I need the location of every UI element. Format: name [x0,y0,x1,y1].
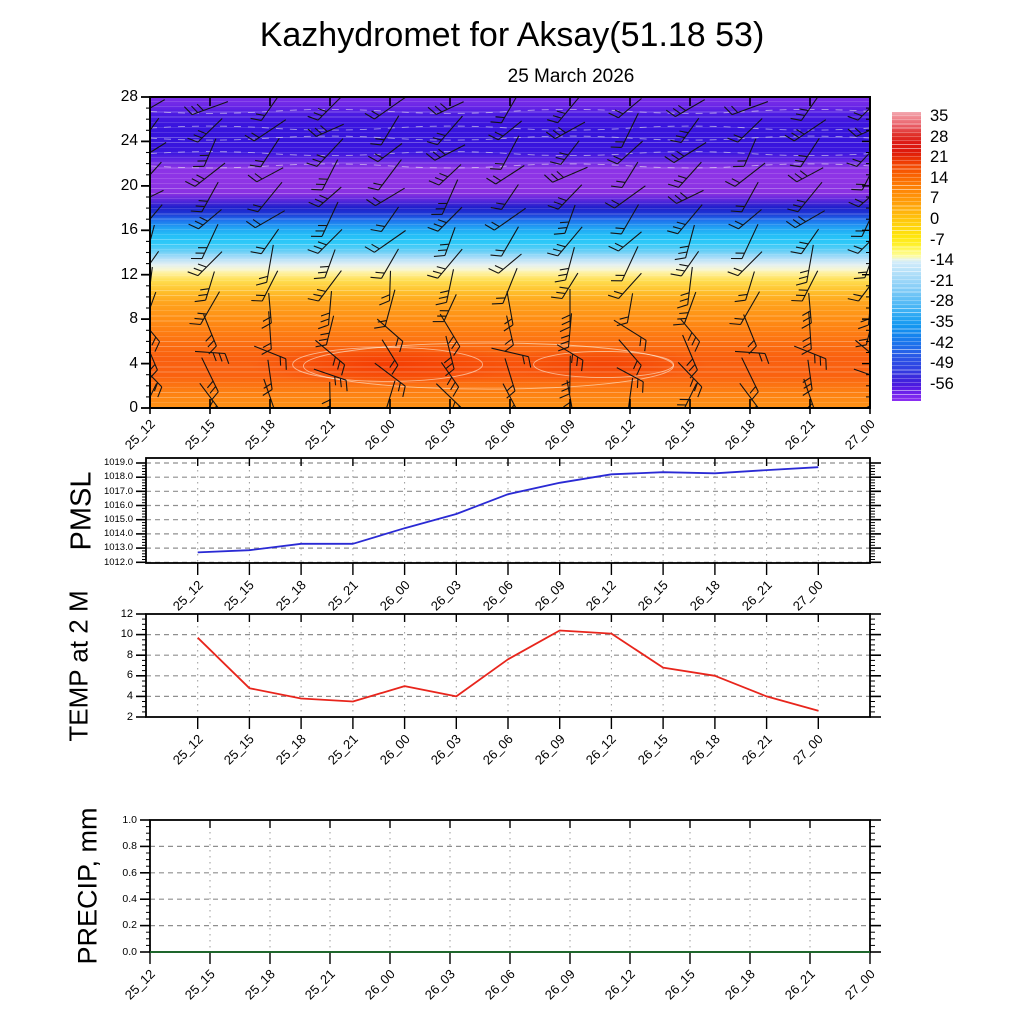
x-tick-label: 27_00 [841,416,878,453]
x-tick-label: 26_18 [686,577,723,614]
y-tick-label: 1019.0 [103,457,133,469]
colorbar-tick-label: -56 [930,374,954,393]
cross-section-height-label: 20 [120,176,138,194]
colorbar-tick-label: -42 [930,333,954,352]
y-tick-label: 1013.0 [103,542,133,554]
y-tick-label: 0.0 [122,945,137,958]
x-tick-label: 25_18 [272,731,310,768]
colorbar-tick-label: 28 [930,127,949,146]
y-tick-label: 2 [126,710,133,723]
y-tick-label: 1016.0 [103,499,133,511]
pmsl-axis-title: PMSL [65,471,98,551]
page-title: Kazhydromet for Aksay(51.18 53) [259,16,765,54]
date-subtitle: 25 March 2026 [507,66,635,87]
cross-section-height-label: 12 [120,265,138,283]
colorbar-tick-label: 7 [930,189,940,208]
x-tick-label: 26_12 [583,731,620,768]
x-tick-label: 26_06 [481,966,518,1003]
x-tick-label: 26_03 [421,966,458,1003]
colorbar-tick-label: 35 [930,107,949,125]
x-tick-label: 25_21 [324,577,361,614]
y-tick-label: 6 [126,669,133,682]
x-tick-label: 26_18 [721,966,758,1003]
x-tick-label: 26_09 [541,416,578,453]
x-tick-label: 26_00 [361,966,398,1003]
x-tick-label: 25_15 [181,416,218,453]
y-tick-label: 1012.0 [103,556,133,568]
y-tick-label: 1.0 [122,813,137,826]
x-tick-label: 26_03 [421,416,458,453]
y-tick-label: 0.6 [122,866,137,879]
colorbar-tick-label: -7 [930,230,945,249]
x-tick-label: 26_03 [428,731,465,768]
x-tick-label: 26_09 [531,731,568,768]
x-tick-label: 26_09 [531,577,568,614]
y-tick-label: 12 [120,607,133,620]
x-tick-label: 26_15 [634,577,672,614]
x-tick-label: 26_21 [738,731,775,768]
x-tick-label: 27_00 [841,966,878,1003]
cross-section-height-label: 0 [129,399,138,416]
x-tick-label: 25_12 [121,416,158,453]
colorbar-tick-label: -21 [930,271,954,290]
x-tick-label: 25_18 [241,966,278,1003]
cross-section-height-label: 16 [120,221,138,239]
x-tick-label: 26_09 [541,966,578,1003]
cross-section-height-label: 28 [120,88,138,105]
y-tick-label: 0.8 [122,840,137,853]
x-tick-label: 26_21 [738,577,775,614]
x-tick-label: 25_18 [241,416,278,453]
x-tick-label: 27_00 [790,731,827,768]
x-tick-label: 26_06 [481,416,518,453]
x-tick-label: 26_21 [781,416,818,453]
x-tick-label: 25_12 [169,577,206,614]
x-tick-label: 26_21 [781,966,818,1003]
x-tick-label: 26_00 [361,416,398,453]
colorbar-tick-label: -49 [930,354,954,373]
x-tick-label: 26_18 [686,731,723,768]
x-tick-label: 25_12 [121,966,158,1003]
x-tick-label: 26_18 [721,416,758,453]
x-tick-label: 25_18 [272,577,310,614]
x-tick-label: 25_12 [169,731,206,768]
y-tick-label: 10 [120,628,133,641]
y-tick-label: 4 [126,689,133,702]
x-tick-label: 26_15 [661,416,698,453]
x-tick-label: 25_15 [221,731,258,768]
colorbar-tick-label: -35 [930,313,954,331]
y-tick-label: 1014.0 [103,528,133,540]
x-tick-label: 26_03 [428,577,465,614]
x-tick-label: 25_15 [221,577,258,614]
y-tick-label: 1018.0 [103,471,133,483]
x-tick-label: 25_21 [301,416,338,453]
x-tick-label: 26_00 [376,731,413,768]
x-tick-label: 26_12 [601,966,638,1003]
colorbar-tick-label: 0 [930,210,940,228]
x-tick-label: 26_06 [479,731,516,768]
x-tick-label: 26_12 [601,416,638,453]
x-tick-label: 27_00 [790,577,827,614]
colorbar-tick-label: -14 [930,251,954,270]
colorbar-tick-label: -28 [930,292,954,311]
x-tick-label: 26_15 [661,966,698,1003]
x-tick-label: 25_21 [301,966,338,1003]
x-tick-label: 26_15 [634,731,672,768]
precip-axis-title: PRECIP, mm [72,807,103,965]
x-tick-label: 26_12 [583,577,620,614]
cross-section-height-label: 24 [120,132,138,150]
colorbar-tick-label: 14 [930,168,949,187]
y-tick-label: 1017.0 [103,485,133,497]
cross-section-height-label: 4 [129,354,138,372]
temp-axis-title: TEMP at 2 M [63,590,94,742]
y-tick-label: 0.4 [122,892,137,905]
y-tick-label: 0.2 [122,919,137,932]
y-tick-label: 8 [126,648,133,661]
x-tick-label: 25_21 [324,731,361,768]
y-tick-label: 1015.0 [103,513,133,525]
cross-section-height-label: 8 [129,310,138,328]
x-tick-label: 26_00 [376,577,413,614]
x-tick-label: 26_06 [479,577,516,614]
colorbar-tick-label: 21 [930,148,949,167]
x-tick-label: 25_15 [181,966,218,1003]
